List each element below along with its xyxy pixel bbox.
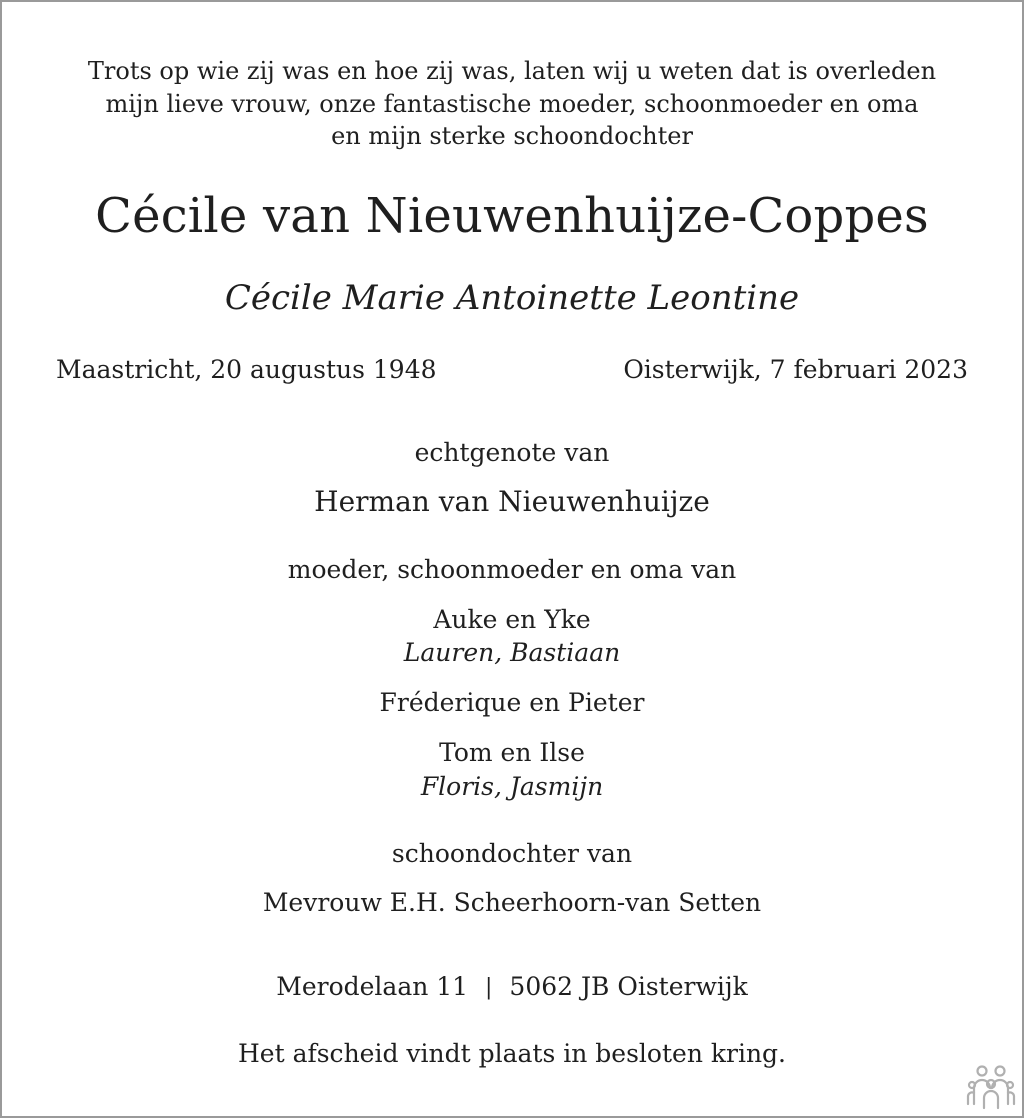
spouse-name: Herman van Nieuwenhuijze	[314, 485, 710, 518]
family-3-parents: Tom en Ilse	[439, 738, 585, 767]
in-law-label: schoondochter van	[391, 839, 633, 868]
family-2-parents: Fréderique en Pieter	[379, 688, 645, 717]
intro-line-1: Trots op wie zij was en hoe zij was, laten wij u weten dat is overleden	[87, 57, 937, 85]
children-label: moeder, schoonmoeder en oma van	[287, 555, 737, 584]
in-law-name: Mevrouw E.H. Scheerhoorn-van Setten	[262, 888, 762, 917]
farewell-text: Het afscheid vindt plaats in besloten kring.	[237, 1039, 787, 1068]
family-1-grandchildren: Lauren, Bastiaan	[403, 638, 621, 667]
family-people-icon	[966, 1064, 1016, 1112]
address-separator: |	[485, 975, 493, 1000]
address-city: 5062 JB Oisterwijk	[509, 972, 748, 1001]
address-street: Merodelaan 11	[276, 972, 469, 1001]
spouse-label: echtgenote van	[414, 438, 610, 467]
birth-place-date: Maastricht, 20 augustus 1948	[56, 355, 437, 384]
intro-line-2: mijn lieve vrouw, onze fantastische moeder, schoonmoeder en oma	[105, 89, 919, 118]
death-place-date: Oisterwijk, 7 februari 2023	[623, 355, 968, 384]
family-3-grandchildren: Floris, Jasmijn	[420, 772, 604, 801]
deceased-given-names: Cécile Marie Antoinette Leontine	[224, 278, 800, 318]
deceased-full-name: Cécile van Nieuwenhuijze-Coppes	[95, 188, 929, 244]
intro-text	[2, 55, 1022, 153]
intro-line-3: en mijn sterke schoondochter	[331, 122, 693, 150]
family-1-parents: Auke en Yke	[433, 605, 591, 634]
address	[2, 970, 1022, 1006]
